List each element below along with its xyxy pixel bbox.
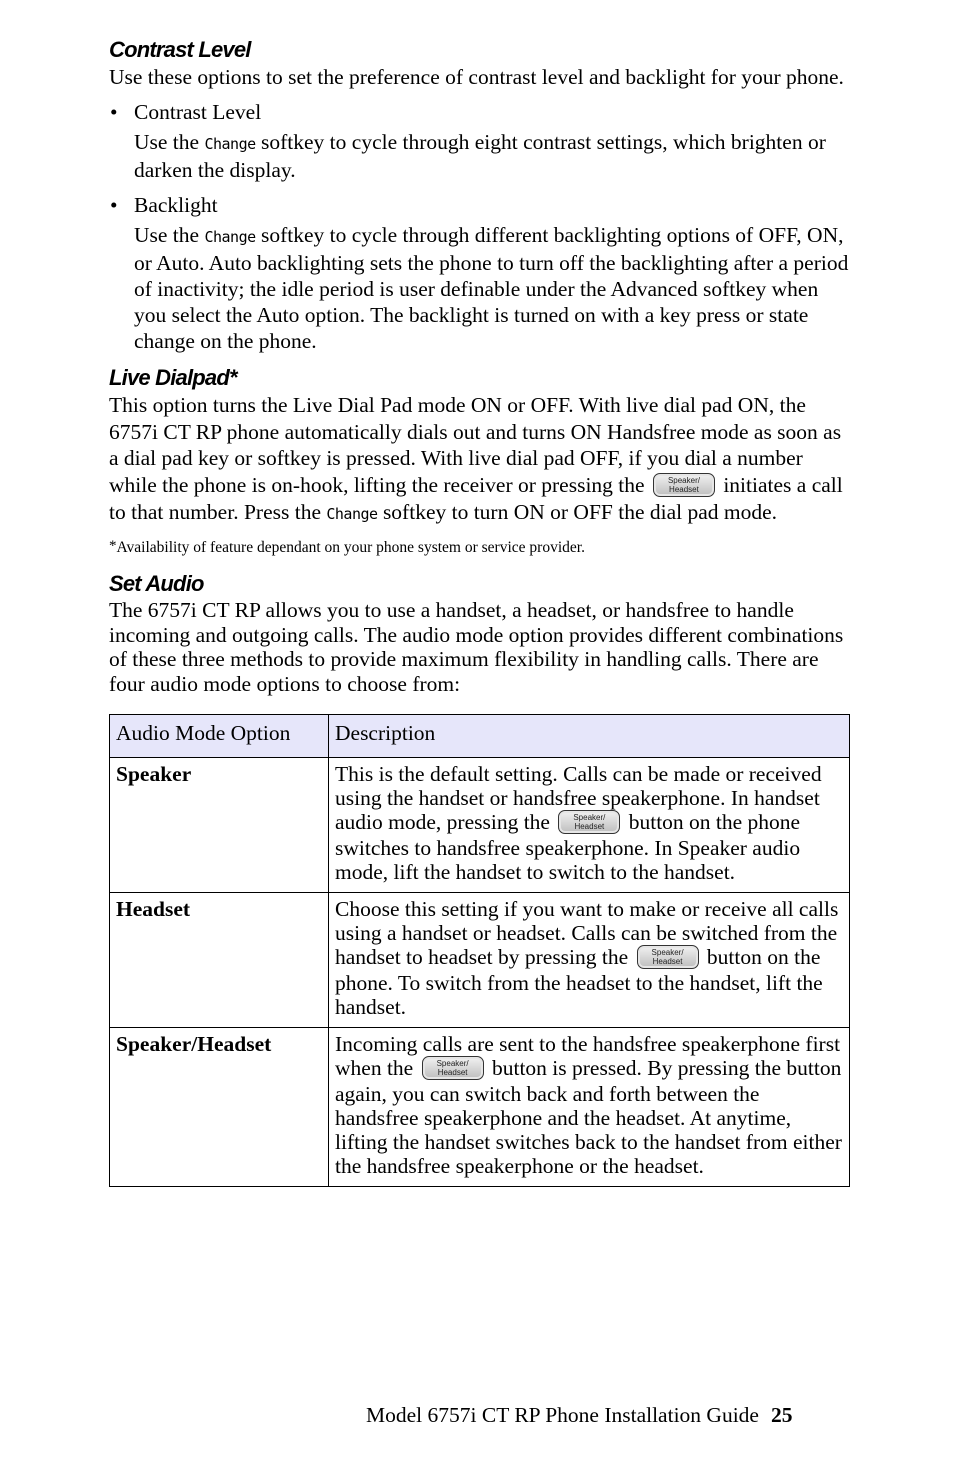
page-footer bbox=[366, 1401, 792, 1429]
change-softkey-label: Change bbox=[204, 135, 256, 153]
text: This option turns the Live Dial Pad mode ON or OFF. With live dial pad ON, the 6757i CT RP phone automatically dials out and turns ON Handsfree mode as soon as a dial pad key or softkey is pressed. With live dial pad OFF, if you dial a number while the phone is on-hook, lifting the receiver or pressing the bbox=[109, 393, 842, 497]
speaker-headset-button-icon: Speaker/ Headset bbox=[653, 473, 715, 497]
text: Incoming calls are sent to the handsfree speakerphone first when the bbox=[335, 1032, 841, 1081]
set-audio-intro: The 6757i CT RP allows you to use a handset, a headset, or handsfree to handle incoming and outgoing calls. The audio mode option provides different combinations of these three methods to provide maximum flexibility in handling calls. There are four audio mode options to choose from: bbox=[109, 598, 844, 696]
description-cell bbox=[329, 758, 850, 893]
table-row bbox=[110, 1028, 850, 1187]
footnote-text: Availability of feature dependant on your phone system or service provider. bbox=[116, 539, 585, 557]
page-number: 25 bbox=[770, 1403, 793, 1427]
section-heading-contrast: Contrast Level bbox=[109, 37, 251, 62]
text: Use the bbox=[134, 223, 205, 247]
change-softkey-label: Change bbox=[204, 228, 256, 246]
text: softkey to cycle through different backlighting options of OFF, ON, or Auto. Auto backlighting sets the phone to turn off the backlighting after a period of inactivity; the idle period is user definable under the Advanced softkey when you select the Auto option. The backlight is turned on with a key press or state change on the phone. bbox=[134, 223, 849, 353]
section-heading-live-dialpad: Live Dialpad* bbox=[109, 365, 237, 390]
option-speaker: Speaker bbox=[110, 758, 329, 893]
footnote bbox=[109, 535, 849, 561]
text: Choose this setting if you want to make or receive all calls using a handset or headset. Calls can be switched from the handset to headset by pressing the bbox=[335, 897, 839, 970]
text: initiates a call to that number. Press the bbox=[109, 472, 843, 524]
table-row bbox=[110, 758, 850, 893]
footer-title: Model 6757i CT RP Phone Installation Guide bbox=[366, 1403, 759, 1427]
live-dialpad-text bbox=[109, 392, 849, 527]
speaker-headset-button-icon: Speaker/ Headset bbox=[422, 1056, 484, 1080]
text: button on the phone switches to handsfree speakerphone. In Speaker audio mode, lift the handset to switch to the handset. bbox=[335, 810, 801, 885]
section-heading-set-audio: Set Audio bbox=[109, 571, 204, 597]
speaker-headset-button-icon: Speaker/ Headset bbox=[637, 945, 699, 969]
text: softkey to cycle through eight contrast settings, which brighten or darken the display. bbox=[134, 130, 826, 182]
text: This is the default setting. Calls can be made or received using the handset or handsfree speakerphone. In handset audio mode, pressing the bbox=[335, 762, 822, 835]
footnote-mark: * bbox=[109, 538, 117, 555]
bullet-contrast-level-text bbox=[109, 129, 849, 183]
contrast-intro: Use these options to set the preference of contrast level and backlight for your phone. bbox=[109, 65, 844, 89]
audio-mode-table bbox=[109, 714, 850, 1187]
bullet-contrast-level-title: • Contrast Level bbox=[109, 99, 849, 125]
description-cell bbox=[329, 1028, 850, 1187]
option-headset: Headset bbox=[110, 893, 329, 1028]
bullet-backlight-title: • Backlight bbox=[109, 192, 849, 218]
description-cell bbox=[329, 893, 850, 1028]
page-content bbox=[109, 36, 849, 1187]
table-header-description: Description bbox=[329, 715, 850, 758]
table-header-option: Audio Mode Option bbox=[110, 715, 329, 758]
speaker-headset-button-icon: Speaker/ Headset bbox=[558, 810, 620, 834]
table-row bbox=[110, 893, 850, 1028]
table-header-row bbox=[110, 715, 850, 758]
text: button on the phone. To switch from the headset to the handset, lift the handset. bbox=[335, 945, 823, 1020]
change-softkey-label: Change bbox=[326, 504, 378, 523]
text: button is pressed. By pressing the button again, you can switch back and forth between the handsfree speakerphone and the headset. At anytime, lifting the handset switches back to the handset from either the handsfree speakerphone or the headset. bbox=[335, 1056, 842, 1179]
text: Use the bbox=[134, 130, 205, 154]
option-speaker-headset: Speaker/Headset bbox=[110, 1028, 329, 1187]
text: softkey to turn ON or OFF the dial pad mode. bbox=[377, 499, 778, 524]
bullet-backlight-text bbox=[109, 222, 849, 354]
